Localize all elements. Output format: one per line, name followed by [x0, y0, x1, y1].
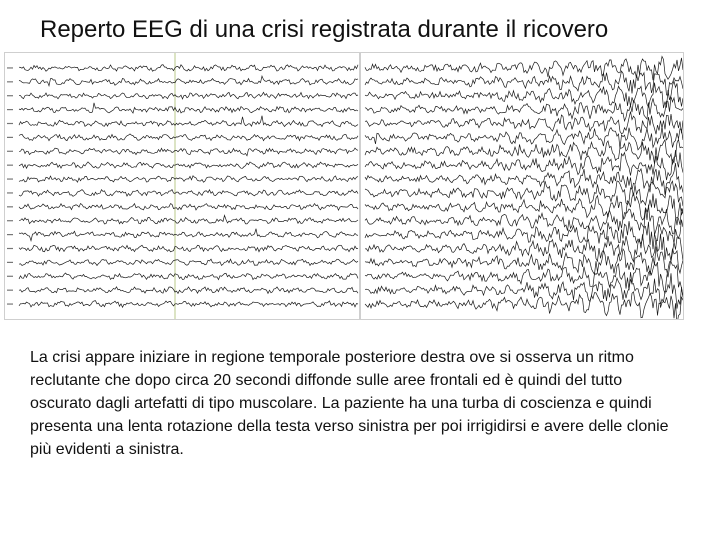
eeg-channel-trace: [365, 273, 683, 308]
eeg-trace-left-image: [5, 53, 359, 319]
eeg-channel-trace: [365, 220, 683, 250]
eeg-channel-trace: [365, 97, 683, 121]
eeg-channel-trace: [365, 292, 683, 319]
eeg-channel-trace: [19, 134, 358, 141]
eeg-channel-trace: [19, 287, 358, 294]
description-paragraph: La crisi appare iniziare in regione temporale posteriore destra ove si osserva un ritmo reclutante che dopo circa 20 secondi diffonde sulle aree frontali ed è quindi del tutto oscurato dagli artefatti di tipo muscolare. La paziente ha una turba di coscienza e quindi presenta una lenta rotazione della testa verso sinistra per poi irrigidirsi e avere delle clonie più evidenti a sinistra.: [30, 349, 669, 458]
eeg-channel-trace: [19, 103, 358, 113]
eeg-channel-trace: [19, 176, 358, 183]
eeg-channel-trace: [365, 205, 683, 235]
eeg-channel-trace: [365, 126, 683, 150]
eeg-channel-trace: [19, 229, 358, 241]
eeg-channel-trace: [19, 148, 358, 156]
eeg-channel-trace: [365, 163, 683, 195]
eeg-channel-trace: [365, 57, 683, 81]
eeg-channel-trace: [19, 162, 358, 169]
eeg-channel-trace: [365, 139, 683, 164]
eeg-trace-right-image: [361, 53, 683, 319]
eeg-trace-left-panel: [4, 52, 360, 320]
eeg-channel-trace: [365, 181, 683, 206]
eeg-channel-trace: [19, 190, 358, 197]
eeg-channel-trace: [19, 215, 358, 224]
eeg-channel-trace: [19, 204, 358, 211]
eeg-channel-trace: [19, 259, 358, 265]
slide-title: Reperto EEG di una crisi registrata durante il ricovero: [40, 16, 609, 43]
eeg-channel-trace: [365, 112, 683, 135]
eeg-channel-trace: [19, 273, 358, 280]
eeg-channel-trace: [19, 301, 358, 308]
eeg-channel-trace: [19, 76, 358, 86]
eeg-channel-trace: [19, 92, 358, 99]
eeg-channel-trace: [365, 71, 683, 95]
eeg-channel-trace: [19, 116, 358, 127]
eeg-trace-right-panel: [360, 52, 684, 320]
eeg-channel-trace: [19, 245, 358, 252]
eeg-channel-trace: [19, 65, 358, 72]
